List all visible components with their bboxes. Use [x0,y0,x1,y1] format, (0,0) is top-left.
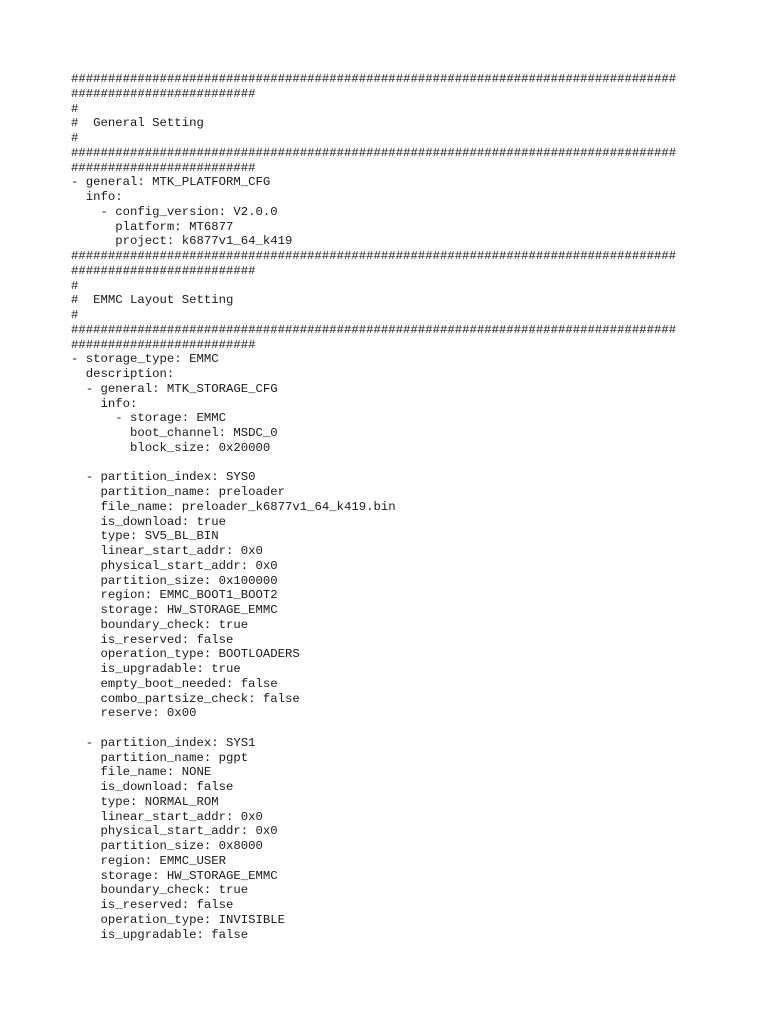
text-line: boundary_check: true [71,883,249,898]
text-line: platform: MT6877 [71,219,234,234]
text-line: physical_start_addr: 0x0 [71,824,278,839]
text-line: partition_size: 0x8000 [71,839,263,853]
text-line: partition_name: pgpt [71,750,249,765]
text-line: - general: MTK_STORAGE_CFG [71,381,278,396]
text-line: storage: HW_STORAGE_EMMC [71,603,278,617]
text-line: is_download: true [71,514,226,529]
text-line: operation_type: BOOTLOADERS [71,647,300,662]
text-line: # [71,131,79,145]
text-line: storage: HW_STORAGE_EMMC [71,868,278,883]
text-line: operation_type: INVISIBLE [71,912,286,927]
text-line: partition_size: 0x100000 [71,573,278,588]
text-line: - storage: EMMC [71,411,226,426]
text-line: info: [71,190,123,204]
text-line: # [71,308,79,322]
text-line: type: SV5_BL_BIN [71,529,219,544]
text-line: ################################################################################## [71,145,677,160]
text-line: ################################################################################## [71,72,677,86]
blank-line [71,721,731,736]
text-line: # [71,101,79,116]
text-line: is_reserved: false [71,898,234,912]
text-line: empty_boot_needed: false [71,676,278,691]
text-line: is_upgradable: true [71,662,241,676]
text-line: region: EMMC_USER [71,853,226,868]
text-line: ######################### [71,86,256,101]
blank-line [71,456,731,471]
text-line: combo_partsize_check: false [71,691,300,706]
text-line: linear_start_addr: 0x0 [71,544,263,558]
text-line: boot_channel: MSDC_0 [71,426,278,440]
section-heading: # General Setting [71,116,204,131]
text-line: project: k6877v1_64_k419 [71,234,293,249]
text-line: type: NORMAL_ROM [71,794,219,809]
text-line: is_upgradable: false [71,927,249,942]
text-line: - storage_type: EMMC [71,352,219,367]
text-line: - general: MTK_PLATFORM_CFG [71,175,271,190]
text-line: info: [71,396,138,411]
text-line: block_size: 0x20000 [71,440,271,455]
text-line: linear_start_addr: 0x0 [71,809,263,824]
text-line: description: [71,367,175,381]
text-line: ######################### [71,337,256,352]
text-line: region: EMMC_BOOT1_BOOT2 [71,588,278,603]
text-line: is_download: false [71,780,234,794]
text-line: - partition_index: SYS1 [71,735,256,750]
text-line: ################################################################################## [71,322,677,337]
text-line: ######################### [71,160,256,175]
text-line: reserve: 0x00 [71,706,197,721]
document-body [71,72,731,942]
text-line: boundary_check: true [71,617,249,632]
text-line: - config_version: V2.0.0 [71,204,278,219]
text-line: # [71,278,79,293]
text-line: file_name: NONE [71,765,212,780]
text-line: file_name: preloader_k6877v1_64_k419.bin [71,499,396,514]
text-line: is_reserved: false [71,632,234,647]
text-line: ################################################################################## [71,249,677,263]
text-line: ######################### [71,263,256,278]
text-line: - partition_index: SYS0 [71,470,256,485]
text-line: partition_name: preloader [71,485,286,499]
text-line: physical_start_addr: 0x0 [71,558,278,573]
section-heading: # EMMC Layout Setting [71,293,234,308]
